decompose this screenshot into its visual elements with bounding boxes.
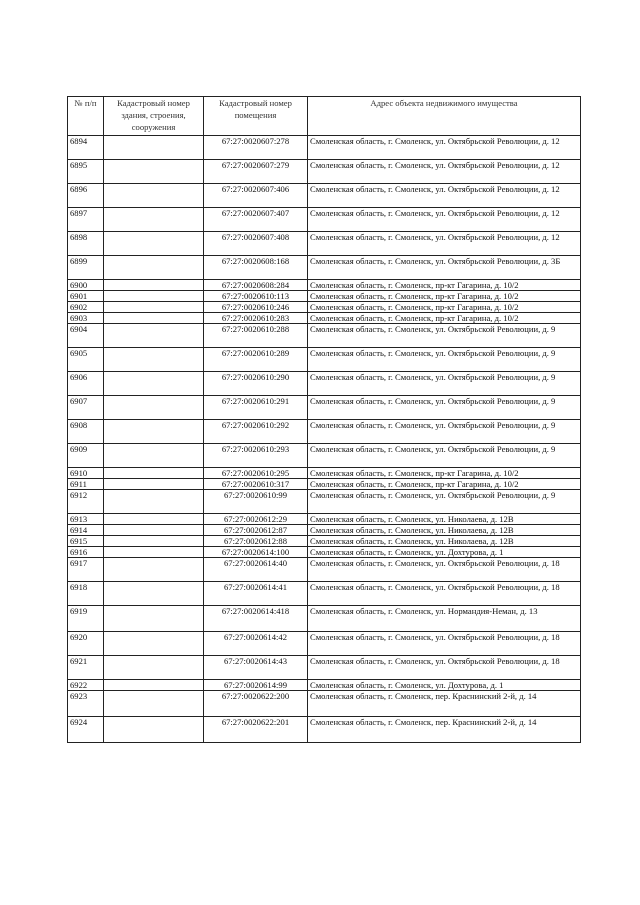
- premises-cadastral-cell: 67:27:0020614:100: [204, 547, 308, 558]
- table-row: [68, 184, 581, 208]
- premises-cadastral-cell: 67:27:0020614:40: [204, 558, 308, 582]
- address-cell: Смоленская область, г. Смоленск, ул. Дохтурова, д. 1: [308, 547, 581, 558]
- row-number: 6897: [68, 208, 104, 232]
- address-cell: Смоленская область, г. Смоленск, ул. Октябрьской Революции, д. 9: [308, 372, 581, 396]
- property-register-table: [67, 96, 581, 743]
- premises-cadastral-cell: 67:27:0020607:407: [204, 208, 308, 232]
- table-row: [68, 372, 581, 396]
- building-cadastral-cell: [104, 606, 204, 632]
- address-cell: Смоленская область, г. Смоленск, пр-кт Гагарина, д. 10/2: [308, 468, 581, 479]
- address-cell: Смоленская область, г. Смоленск, пр-кт Гагарина, д. 10/2: [308, 313, 581, 324]
- row-number: 6924: [68, 717, 104, 743]
- address-cell: Смоленская область, г. Смоленск, ул. Октябрьской Революции, д. 18: [308, 656, 581, 680]
- premises-cadastral-cell: 67:27:0020610:291: [204, 396, 308, 420]
- row-number: 6921: [68, 656, 104, 680]
- premises-cadastral-cell: 67:27:0020610:317: [204, 479, 308, 490]
- address-cell: Смоленская область, г. Смоленск, пер. Краснинский 2-й, д. 14: [308, 691, 581, 717]
- premises-cadastral-cell: 67:27:0020610:292: [204, 420, 308, 444]
- table-row: [68, 490, 581, 514]
- premises-cadastral-cell: 67:27:0020610:289: [204, 348, 308, 372]
- premises-cadastral-cell: 67:27:0020607:278: [204, 136, 308, 160]
- row-number: 6911: [68, 479, 104, 490]
- premises-cadastral-cell: 67:27:0020614:418: [204, 606, 308, 632]
- table-row: [68, 348, 581, 372]
- table-row: [68, 302, 581, 313]
- address-cell: Смоленская область, г. Смоленск, пр-кт Гагарина, д. 10/2: [308, 302, 581, 313]
- table-row: [68, 680, 581, 691]
- table-row: [68, 136, 581, 160]
- building-cadastral-cell: [104, 514, 204, 525]
- address-cell: Смоленская область, г. Смоленск, ул. Дохтурова, д. 1: [308, 680, 581, 691]
- row-number: 6919: [68, 606, 104, 632]
- row-number: 6899: [68, 256, 104, 280]
- row-number: 6895: [68, 160, 104, 184]
- premises-cadastral-cell: 67:27:0020614:41: [204, 582, 308, 606]
- table-row: [68, 632, 581, 656]
- address-cell: Смоленская область, г. Смоленск, ул. Октябрьской Революции, д. 9: [308, 324, 581, 348]
- building-cadastral-cell: [104, 420, 204, 444]
- table-row: [68, 208, 581, 232]
- address-cell: Смоленская область, г. Смоленск, ул. Октябрьской Революции, д. 9: [308, 348, 581, 372]
- table-row: [68, 582, 581, 606]
- premises-cadastral-cell: 67:27:0020610:99: [204, 490, 308, 514]
- table-header-row: [68, 97, 581, 136]
- premises-cadastral-cell: 67:27:0020614:42: [204, 632, 308, 656]
- table-row: [68, 313, 581, 324]
- building-cadastral-cell: [104, 680, 204, 691]
- building-cadastral-cell: [104, 208, 204, 232]
- address-cell: Смоленская область, г. Смоленск, ул. Октябрьской Революции, д. 18: [308, 582, 581, 606]
- row-number: 6918: [68, 582, 104, 606]
- building-cadastral-cell: [104, 291, 204, 302]
- building-cadastral-cell: [104, 232, 204, 256]
- premises-cadastral-cell: 67:27:0020612:29: [204, 514, 308, 525]
- address-cell: Смоленская область, г. Смоленск, ул. Октябрьской Революции, д. 12: [308, 160, 581, 184]
- address-cell: Смоленская область, г. Смоленск, пр-кт Гагарина, д. 10/2: [308, 291, 581, 302]
- table-row: [68, 444, 581, 468]
- row-number: 6901: [68, 291, 104, 302]
- premises-cadastral-cell: 67:27:0020610:293: [204, 444, 308, 468]
- row-number: 6908: [68, 420, 104, 444]
- row-number: 6906: [68, 372, 104, 396]
- address-cell: Смоленская область, г. Смоленск, пер. Краснинский 2-й, д. 14: [308, 717, 581, 743]
- premises-cadastral-cell: 67:27:0020607:408: [204, 232, 308, 256]
- premises-cadastral-cell: 67:27:0020614:43: [204, 656, 308, 680]
- header-number: № п/п: [68, 97, 104, 136]
- row-number: 6903: [68, 313, 104, 324]
- table-row: [68, 420, 581, 444]
- row-number: 6922: [68, 680, 104, 691]
- row-number: 6900: [68, 280, 104, 291]
- premises-cadastral-cell: 67:27:0020622:201: [204, 717, 308, 743]
- row-number: 6913: [68, 514, 104, 525]
- premises-cadastral-cell: 67:27:0020612:88: [204, 536, 308, 547]
- table-row: [68, 160, 581, 184]
- row-number: 6910: [68, 468, 104, 479]
- premises-cadastral-cell: 67:27:0020607:406: [204, 184, 308, 208]
- premises-cadastral-cell: 67:27:0020610:290: [204, 372, 308, 396]
- table-row: [68, 324, 581, 348]
- address-cell: Смоленская область, г. Смоленск, ул. Николаева, д. 12В: [308, 536, 581, 547]
- row-number: 6896: [68, 184, 104, 208]
- table-row: [68, 606, 581, 632]
- table-row: [68, 558, 581, 582]
- address-cell: Смоленская область, г. Смоленск, ул. Октябрьской Революции, д. 9: [308, 444, 581, 468]
- table-row: [68, 547, 581, 558]
- building-cadastral-cell: [104, 302, 204, 313]
- building-cadastral-cell: [104, 256, 204, 280]
- building-cadastral-cell: [104, 324, 204, 348]
- row-number: 6904: [68, 324, 104, 348]
- building-cadastral-cell: [104, 348, 204, 372]
- row-number: 6920: [68, 632, 104, 656]
- header-building-cadastral: Кадастровый номер здания, строения, сооружения: [104, 97, 204, 136]
- table-row: [68, 396, 581, 420]
- address-cell: Смоленская область, г. Смоленск, пр-кт Гагарина, д. 10/2: [308, 280, 581, 291]
- building-cadastral-cell: [104, 280, 204, 291]
- address-cell: Смоленская область, г. Смоленск, ул. Октябрьской Революции, д. 12: [308, 232, 581, 256]
- address-cell: Смоленская область, г. Смоленск, ул. Нормандия-Неман, д. 13: [308, 606, 581, 632]
- building-cadastral-cell: [104, 490, 204, 514]
- address-cell: Смоленская область, г. Смоленск, ул. Октябрьской Революции, д. 9: [308, 396, 581, 420]
- table-row: [68, 479, 581, 490]
- premises-cadastral-cell: 67:27:0020610:283: [204, 313, 308, 324]
- premises-cadastral-cell: 67:27:0020610:246: [204, 302, 308, 313]
- premises-cadastral-cell: 67:27:0020622:200: [204, 691, 308, 717]
- row-number: 6905: [68, 348, 104, 372]
- premises-cadastral-cell: 67:27:0020610:113: [204, 291, 308, 302]
- row-number: 6912: [68, 490, 104, 514]
- row-number: 6902: [68, 302, 104, 313]
- row-number: 6909: [68, 444, 104, 468]
- address-cell: Смоленская область, г. Смоленск, ул. Октябрьской Революции, д. 12: [308, 136, 581, 160]
- building-cadastral-cell: [104, 717, 204, 743]
- premises-cadastral-cell: 67:27:0020608:284: [204, 280, 308, 291]
- address-cell: Смоленская область, г. Смоленск, ул. Октябрьской Революции, д. 9: [308, 420, 581, 444]
- premises-cadastral-cell: 67:27:0020610:295: [204, 468, 308, 479]
- building-cadastral-cell: [104, 479, 204, 490]
- table-row: [68, 514, 581, 525]
- building-cadastral-cell: [104, 160, 204, 184]
- address-cell: Смоленская область, г. Смоленск, ул. Октябрьской Революции, д. 3Б: [308, 256, 581, 280]
- table-row: [68, 691, 581, 717]
- building-cadastral-cell: [104, 547, 204, 558]
- premises-cadastral-cell: 67:27:0020610:288: [204, 324, 308, 348]
- address-cell: Смоленская область, г. Смоленск, ул. Николаева, д. 12В: [308, 514, 581, 525]
- row-number: 6916: [68, 547, 104, 558]
- table-row: [68, 256, 581, 280]
- header-premises-cadastral: Кадастровый номер помещения: [204, 97, 308, 136]
- table-row: [68, 717, 581, 743]
- table-row: [68, 536, 581, 547]
- address-cell: Смоленская область, г. Смоленск, ул. Октябрьской Революции, д. 12: [308, 208, 581, 232]
- building-cadastral-cell: [104, 582, 204, 606]
- table-row: [68, 468, 581, 479]
- header-address: Адрес объекта недвижимого имущества: [308, 97, 581, 136]
- building-cadastral-cell: [104, 558, 204, 582]
- row-number: 6917: [68, 558, 104, 582]
- address-cell: Смоленская область, г. Смоленск, ул. Октябрьской Революции, д. 18: [308, 632, 581, 656]
- row-number: 6894: [68, 136, 104, 160]
- building-cadastral-cell: [104, 444, 204, 468]
- premises-cadastral-cell: 67:27:0020608:168: [204, 256, 308, 280]
- building-cadastral-cell: [104, 536, 204, 547]
- row-number: 6898: [68, 232, 104, 256]
- premises-cadastral-cell: 67:27:0020614:99: [204, 680, 308, 691]
- building-cadastral-cell: [104, 525, 204, 536]
- row-number: 6907: [68, 396, 104, 420]
- address-cell: Смоленская область, г. Смоленск, ул. Октябрьской Революции, д. 12: [308, 184, 581, 208]
- table-row: [68, 291, 581, 302]
- address-cell: Смоленская область, г. Смоленск, пр-кт Гагарина, д. 10/2: [308, 479, 581, 490]
- building-cadastral-cell: [104, 656, 204, 680]
- building-cadastral-cell: [104, 372, 204, 396]
- building-cadastral-cell: [104, 468, 204, 479]
- row-number: 6914: [68, 525, 104, 536]
- building-cadastral-cell: [104, 691, 204, 717]
- table-row: [68, 280, 581, 291]
- premises-cadastral-cell: 67:27:0020607:279: [204, 160, 308, 184]
- address-cell: Смоленская область, г. Смоленск, ул. Октябрьской Революции, д. 18: [308, 558, 581, 582]
- table-row: [68, 232, 581, 256]
- row-number: 6915: [68, 536, 104, 547]
- building-cadastral-cell: [104, 313, 204, 324]
- building-cadastral-cell: [104, 184, 204, 208]
- table-row: [68, 656, 581, 680]
- building-cadastral-cell: [104, 632, 204, 656]
- building-cadastral-cell: [104, 396, 204, 420]
- address-cell: Смоленская область, г. Смоленск, ул. Октябрьской Революции, д. 9: [308, 490, 581, 514]
- table-row: [68, 525, 581, 536]
- premises-cadastral-cell: 67:27:0020612:87: [204, 525, 308, 536]
- building-cadastral-cell: [104, 136, 204, 160]
- row-number: 6923: [68, 691, 104, 717]
- address-cell: Смоленская область, г. Смоленск, ул. Николаева, д. 12В: [308, 525, 581, 536]
